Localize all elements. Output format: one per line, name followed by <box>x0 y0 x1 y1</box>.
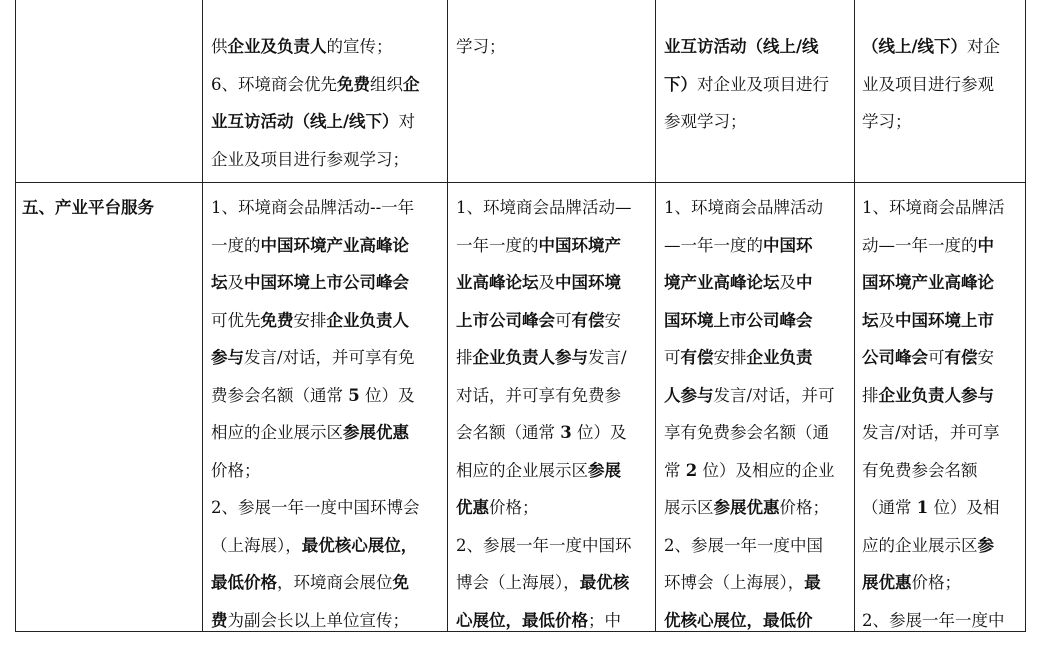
bold-text-run: 参展优惠 <box>343 423 409 442</box>
text-run: 2、参展一年一度中 <box>862 610 1005 630</box>
text-run: 展示区 <box>664 498 714 517</box>
bold-text-run: 中国环境上市公司峰会 <box>244 273 409 292</box>
column-2-body-line <box>456 527 649 565</box>
text-run: 组织 <box>370 74 403 94</box>
column-2-body-line <box>456 602 649 640</box>
column-2-body-cell <box>456 189 649 639</box>
text-run: 供 <box>211 37 228 56</box>
text-run: 安 <box>977 348 994 367</box>
text-run: 对 <box>398 112 416 131</box>
text-run: 安排 <box>713 348 747 367</box>
bold-text-run: 展优惠 <box>862 573 912 592</box>
bold-text-run: 国环境产业高峰论 <box>862 273 994 292</box>
text-run: （通常 <box>862 498 917 517</box>
bold-text-run: 中国环境 <box>555 273 621 292</box>
bold-text-run: 中国环 <box>763 235 813 255</box>
bold-text-run: 企业负责人参与 <box>472 348 588 367</box>
column-3-body-line <box>664 564 847 602</box>
bold-text-run: 参展优惠 <box>713 498 780 517</box>
column-3-body-line <box>664 377 847 415</box>
text-run: 1、环境商会品牌活动 <box>664 198 823 217</box>
text-run: ；中 <box>588 610 621 630</box>
text-run: 安排 <box>293 310 327 330</box>
text-run: 价格； <box>489 498 539 517</box>
bold-text-run: 心展位，最低价格 <box>456 610 588 630</box>
column-4-body-cell <box>862 189 1018 639</box>
bold-text-run: 坛 <box>211 273 228 292</box>
column-2-body-line <box>456 264 649 302</box>
text-run: 一度的 <box>211 235 261 255</box>
column-3-body-line <box>664 227 847 265</box>
bold-text-run: 企业负责人参与 <box>878 385 994 405</box>
column-1-body-line <box>211 227 439 265</box>
column-3-top-cell <box>664 28 847 141</box>
bold-text-run: 人参与 <box>664 385 714 405</box>
bold-text-run: 有偿 <box>680 348 714 367</box>
column-1-body-line <box>211 452 439 490</box>
text-run: 学习； <box>862 112 912 131</box>
bold-text-run: 优惠 <box>456 498 489 517</box>
row-divider <box>15 182 1026 183</box>
bold-text-run: 5 <box>348 385 360 405</box>
bold-text-run: 最优核心展位， <box>301 535 418 555</box>
column-2-body-line <box>456 339 649 377</box>
column-1-body-line <box>211 377 439 415</box>
text-run: 动—一年一度的 <box>862 235 978 255</box>
bold-text-run: 企 <box>403 74 420 94</box>
column-3-top-line <box>664 66 847 104</box>
text-run: —一年一度的 <box>664 235 763 255</box>
bold-text-run: 最 <box>804 573 821 592</box>
column-3-top-line <box>664 28 847 66</box>
column-2-top-line <box>456 28 649 66</box>
column-4-body-line <box>862 339 1018 377</box>
bold-text-run: 免费 <box>260 310 294 330</box>
column-1-top-line <box>211 141 439 179</box>
column-3-body-cell <box>664 189 847 639</box>
text-run: 发言/ <box>588 348 627 367</box>
column-1-body-line <box>211 602 439 640</box>
bold-text-run: 中国环境产业高峰论 <box>260 235 409 255</box>
bold-text-run: 参与 <box>211 348 244 367</box>
column-3-body-line <box>664 602 847 640</box>
column-4-body-line <box>862 189 1018 227</box>
bold-text-run: 中 <box>796 273 813 292</box>
bold-text-run: 有偿 <box>571 310 605 330</box>
column-1-body-line <box>211 189 439 227</box>
text-run: 为副会长以上单位宣传； <box>227 610 409 630</box>
column-4-body-line <box>862 414 1018 452</box>
column-divider-4 <box>854 0 855 631</box>
column-4-top-line <box>862 28 1018 66</box>
bold-text-run: 国环境上市公司峰会 <box>664 310 813 330</box>
column-4-body-line <box>862 377 1018 415</box>
text-run: 对企业及项目进行 <box>697 74 829 94</box>
column-2-body-line <box>456 377 649 415</box>
text-run: 业及项目进行参观 <box>862 74 994 94</box>
column-3-body-line <box>664 339 847 377</box>
text-run: 对话，并可享有免费参 <box>456 385 621 405</box>
text-run: 发言/对话，并可 <box>713 385 835 405</box>
column-3-body-line <box>664 452 847 490</box>
text-run: 价格； <box>911 573 961 592</box>
text-run: 及 <box>878 310 895 330</box>
column-3-top-line <box>664 103 847 141</box>
text-run: 可优先 <box>211 310 261 330</box>
column-4-body-line <box>862 227 1018 265</box>
column-1-body-line <box>211 564 439 602</box>
bold-text-run: 费 <box>211 610 228 630</box>
column-2-body-line <box>456 489 649 527</box>
text-run: 常 <box>664 460 686 480</box>
column-4-body-line <box>862 264 1018 302</box>
bold-text-run: 中国环境上市 <box>895 310 994 330</box>
text-run: 可 <box>928 348 945 367</box>
text-run: 的宣传； <box>326 37 393 56</box>
column-4-top-cell <box>862 28 1018 141</box>
bold-text-run: （线上/线下） <box>862 37 968 56</box>
bold-text-run: 业互访活动（线上/线下） <box>211 112 399 131</box>
text-run: 应的企业展示区 <box>862 535 978 555</box>
text-run: 位）及相应的企业 <box>697 460 835 480</box>
text-run: 企业及项目进行参观学习； <box>211 149 409 169</box>
column-2-body-line <box>456 452 649 490</box>
text-run: 相应的企业展示区 <box>456 460 588 480</box>
text-run: 位）及 <box>359 385 415 405</box>
column-1-body-line <box>211 339 439 377</box>
column-2-body-line <box>456 414 649 452</box>
bold-text-run: 企业负责人 <box>326 310 409 330</box>
text-run: ，环境商会展位 <box>277 573 393 592</box>
bold-text-run: 最低价格 <box>211 573 277 592</box>
text-run: 发言/对话，并可享 <box>862 423 1000 442</box>
text-run: 一年一度的 <box>456 235 539 255</box>
text-run: 会名额（通常 <box>456 423 561 442</box>
column-3-body-line <box>664 489 847 527</box>
column-1-body-cell <box>211 189 439 639</box>
text-run: 排 <box>862 385 879 405</box>
column-2-body-line <box>456 227 649 265</box>
text-run: （上海展）， <box>211 535 302 555</box>
table-border-right <box>1025 0 1026 631</box>
column-1-top-line <box>211 66 439 104</box>
text-run: 2、参展一年一度中国环博会 <box>211 498 420 517</box>
text-run: 可 <box>555 310 572 330</box>
bold-text-run: 下） <box>664 74 697 94</box>
bold-text-run: 优核心展位，最低价 <box>664 610 813 630</box>
text-run: 位）及相 <box>928 498 1000 517</box>
column-1-body-line <box>211 527 439 565</box>
column-3-body-line <box>664 527 847 565</box>
column-1-top-line <box>211 28 439 66</box>
text-run: 6、环境商会优先 <box>211 74 337 94</box>
column-1-body-line <box>211 302 439 340</box>
column-divider-2 <box>447 0 448 631</box>
text-run: 排 <box>456 348 473 367</box>
text-run: 可 <box>664 348 681 367</box>
bold-text-run: 最优核 <box>579 573 630 592</box>
bold-text-run: 境产业高峰论坛 <box>664 273 780 292</box>
column-3-body-line <box>664 302 847 340</box>
row-label: 五、产业平台服务 <box>22 198 154 217</box>
bold-text-run: 3 <box>560 423 572 442</box>
text-run: 及 <box>538 273 555 292</box>
column-3-body-line <box>664 189 847 227</box>
column-1-top-line <box>211 103 439 141</box>
text-run: 价格； <box>779 498 829 517</box>
column-divider-3 <box>655 0 656 631</box>
bold-text-run: 企业负责 <box>746 348 813 367</box>
text-run: 参观学习； <box>664 112 747 131</box>
column-4-body-line <box>862 452 1018 490</box>
column-1-body-line <box>211 414 439 452</box>
column-3-body-line <box>664 264 847 302</box>
column-2-top-cell <box>456 28 649 66</box>
text-run: 费参会名额（通常 <box>211 385 349 405</box>
text-run: 享有免费参会名额（通 <box>664 423 829 442</box>
column-3-body-line <box>664 414 847 452</box>
column-4-body-line <box>862 302 1018 340</box>
bold-text-run: 企业及负责人 <box>227 37 327 56</box>
bold-text-run: 业互访活动（线上/线 <box>664 37 819 56</box>
column-1-body-line <box>211 489 439 527</box>
text-run: 博会（上海展）， <box>456 573 580 592</box>
column-1-top-cell <box>211 28 439 178</box>
column-2-body-line <box>456 564 649 602</box>
text-run: 2、参展一年一度中国环 <box>456 535 632 555</box>
text-run: 相应的企业展示区 <box>211 423 343 442</box>
table-border-left <box>15 0 16 631</box>
text-run: 价格； <box>211 460 261 480</box>
bold-text-run: 免费 <box>337 74 370 94</box>
text-run: 2、参展一年一度中国 <box>664 535 823 555</box>
text-run: 安 <box>604 310 621 330</box>
bold-text-run: 1 <box>916 498 929 517</box>
bold-text-run: 中 <box>977 235 994 255</box>
column-4-top-line <box>862 103 1018 141</box>
bold-text-run: 有偿 <box>944 348 978 367</box>
text-run: 1、环境商会品牌活 <box>862 198 1005 217</box>
text-run: 及 <box>227 273 244 292</box>
bold-text-run: 公司峰会 <box>862 348 928 367</box>
column-4-body-line <box>862 489 1018 527</box>
bold-text-run: 2 <box>685 460 698 480</box>
text-run: 及 <box>779 273 796 292</box>
bold-text-run: 业高峰论坛 <box>456 273 539 292</box>
text-run: 学习； <box>456 37 506 56</box>
column-divider-1 <box>202 0 203 631</box>
column-4-body-line <box>862 602 1018 640</box>
column-1-body-line <box>211 264 439 302</box>
text-run: 1、环境商会品牌活动--一年 <box>211 198 415 217</box>
bold-text-run: 参 <box>977 535 994 555</box>
bold-text-run: 免 <box>392 573 409 592</box>
bold-text-run: 中国环境产 <box>538 235 621 255</box>
column-4-top-line <box>862 66 1018 104</box>
bold-text-run: 坛 <box>862 310 879 330</box>
column-2-body-line <box>456 189 649 227</box>
bold-text-run: 参展 <box>588 460 621 480</box>
column-2-body-line <box>456 302 649 340</box>
text-run: 有免费参会名额 <box>862 460 978 480</box>
bold-text-run: 上市公司峰会 <box>456 310 555 330</box>
column-4-body-line <box>862 564 1018 602</box>
column-4-body-line <box>862 527 1018 565</box>
text-run: 发言/对话，并可享有免 <box>244 348 415 367</box>
text-run: 环博会（上海展）， <box>664 573 805 592</box>
text-run: 位）及 <box>571 423 627 442</box>
text-run: 1、环境商会品牌活动— <box>456 198 632 217</box>
text-run: 对企 <box>967 37 1001 56</box>
